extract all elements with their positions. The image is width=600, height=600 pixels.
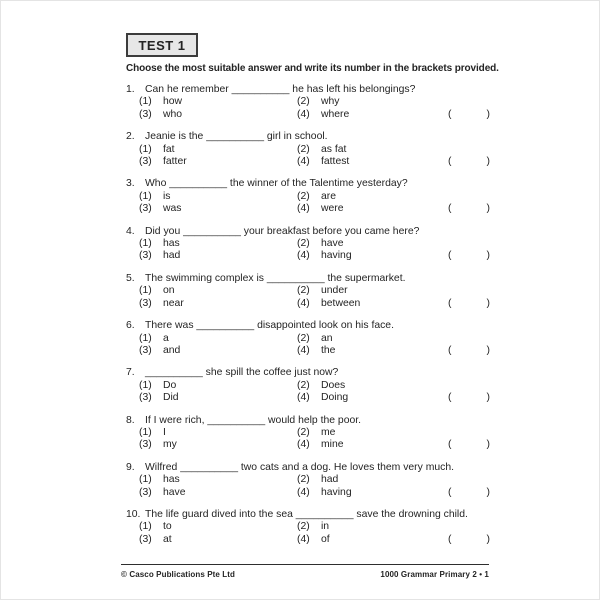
option-4 [297, 250, 448, 262]
option-label: Does [321, 379, 346, 391]
option-number: (1) [139, 426, 152, 438]
option-label: has [163, 238, 180, 250]
option-3 [139, 156, 297, 168]
question-text: The swimming complex is __________ the supermarket. [145, 272, 406, 284]
question-6 [126, 320, 490, 357]
option-1 [139, 238, 297, 250]
options-row [139, 474, 490, 486]
option-3 [139, 392, 297, 404]
option-number: (3) [139, 344, 152, 356]
option-2 [297, 521, 490, 533]
answer-brackets [448, 250, 490, 262]
copyright-text: © Casco Publications Pte Ltd [121, 570, 236, 579]
bracket-close: ) [486, 108, 490, 120]
question-text: Jeanie is the __________ girl in school. [145, 131, 328, 143]
options-row [139, 191, 490, 203]
option-4 [297, 156, 448, 168]
question-line [126, 131, 490, 143]
question-line [126, 320, 490, 332]
option-label: in [321, 521, 330, 533]
option-label: having [321, 250, 352, 262]
option-number: (1) [139, 521, 152, 533]
option-label: having [321, 486, 352, 498]
option-label: I [163, 426, 166, 438]
option-label: have [321, 238, 344, 250]
option-4 [297, 534, 448, 546]
question-7 [126, 367, 490, 404]
option-number: (4) [297, 439, 310, 451]
option-1 [139, 380, 297, 392]
option-number: (2) [297, 521, 310, 533]
question-number: 9. [126, 461, 135, 473]
option-number: (4) [297, 344, 310, 356]
option-number: (3) [139, 486, 152, 498]
answer-brackets [448, 487, 490, 499]
option-number: (4) [297, 297, 310, 309]
option-2 [297, 474, 490, 486]
option-1 [139, 521, 297, 533]
option-number: (3) [139, 203, 152, 215]
bracket-open: ( [448, 156, 452, 168]
bracket-close: ) [486, 203, 490, 215]
bracket-open: ( [448, 297, 452, 309]
option-2 [297, 238, 490, 250]
question-number: 8. [126, 414, 135, 426]
option-number: (2) [297, 96, 310, 108]
option-2 [297, 380, 490, 392]
option-number: (3) [139, 156, 152, 168]
question-text: __________ she spill the coffee just now? [145, 367, 339, 379]
option-number: (3) [139, 108, 152, 120]
bracket-open: ( [448, 392, 452, 404]
question-text: Wilfred __________ two cats and a dog. He loves them very much. [145, 461, 454, 473]
option-number: (2) [297, 190, 310, 202]
options-row [139, 238, 490, 250]
option-2 [297, 144, 490, 156]
question-number: 7. [126, 367, 135, 379]
option-label: on [163, 285, 175, 297]
option-label: who [163, 108, 183, 120]
option-label: Doing [321, 392, 349, 404]
options-row [139, 521, 490, 533]
option-number: (4) [297, 203, 310, 215]
option-label: had [163, 250, 181, 262]
option-2 [297, 427, 490, 439]
bracket-close: ) [486, 344, 490, 356]
question-text: The life guard dived into the sea __________ save the drowning child. [145, 508, 468, 520]
options-row [139, 439, 490, 451]
question-text: Did you __________ your breakfast before you came here? [145, 225, 420, 237]
option-4 [297, 298, 448, 310]
question-number: 1. [126, 84, 135, 95]
option-label: near [163, 297, 184, 309]
question-line [126, 84, 490, 96]
bracket-close: ) [486, 156, 490, 168]
options-row [139, 427, 490, 439]
option-label: an [321, 332, 333, 344]
option-number: (3) [139, 392, 152, 404]
options-row [139, 250, 490, 262]
question-text: There was __________ disappointed look on his face. [145, 320, 394, 332]
page-footer [121, 564, 489, 579]
option-label: is [163, 190, 171, 202]
option-2 [297, 191, 490, 203]
option-label: my [163, 439, 177, 451]
options-row [139, 298, 490, 310]
answer-brackets [448, 534, 490, 546]
option-label: a [163, 332, 169, 344]
option-1 [139, 285, 297, 297]
questions-list [126, 84, 490, 556]
option-number: (2) [297, 426, 310, 438]
option-number: (1) [139, 96, 152, 108]
option-label: have [163, 486, 186, 498]
question-4 [126, 226, 490, 263]
answer-brackets [448, 109, 490, 121]
option-label: where [321, 108, 350, 120]
question-line [126, 415, 490, 427]
answer-brackets [448, 439, 490, 451]
option-1 [139, 144, 297, 156]
option-2 [297, 96, 490, 108]
question-text: Who __________ the winner of the Talentime yesterday? [145, 178, 408, 190]
option-number: (3) [139, 533, 152, 545]
question-line [126, 273, 490, 285]
option-number: (1) [139, 474, 152, 486]
option-1 [139, 96, 297, 108]
options-row [139, 156, 490, 168]
question-1 [126, 84, 490, 121]
option-number: (2) [297, 474, 310, 486]
option-number: (3) [139, 250, 152, 262]
option-3 [139, 203, 297, 215]
option-label: and [163, 344, 181, 356]
option-4 [297, 345, 448, 357]
question-line [126, 367, 490, 379]
option-number: (4) [297, 250, 310, 262]
option-2 [297, 333, 490, 345]
options-row [139, 345, 490, 357]
option-label: between [321, 297, 361, 309]
option-1 [139, 191, 297, 203]
options-row [139, 144, 490, 156]
options-row [139, 96, 490, 108]
options-row [139, 534, 490, 546]
option-label: fattest [321, 156, 350, 168]
option-label: was [163, 203, 182, 215]
question-3 [126, 178, 490, 215]
option-number: (1) [139, 143, 152, 155]
bracket-close: ) [486, 392, 490, 404]
question-text: If I were rich, __________ would help the poor. [145, 414, 362, 426]
question-number: 6. [126, 320, 135, 332]
question-number: 4. [126, 225, 135, 237]
option-number: (4) [297, 392, 310, 404]
bracket-close: ) [486, 439, 490, 451]
option-label: the [321, 344, 336, 356]
options-row [139, 285, 490, 297]
options-row [139, 380, 490, 392]
question-line [126, 226, 490, 238]
test-title: TEST 1 [138, 37, 186, 53]
option-number: (3) [139, 297, 152, 309]
option-label: how [163, 96, 183, 108]
option-number: (1) [139, 379, 152, 391]
option-number: (1) [139, 285, 152, 297]
bracket-open: ( [448, 533, 452, 545]
option-3 [139, 298, 297, 310]
option-label: me [321, 426, 336, 438]
instruction-text: Choose the most suitable answer and write its number in the brackets provided. [126, 63, 499, 74]
option-label: has [163, 474, 180, 486]
bracket-open: ( [448, 439, 452, 451]
option-3 [139, 250, 297, 262]
option-number: (1) [139, 332, 152, 344]
option-number: (4) [297, 486, 310, 498]
bracket-close: ) [486, 297, 490, 309]
option-3 [139, 534, 297, 546]
option-4 [297, 439, 448, 451]
question-8 [126, 415, 490, 452]
option-number: (2) [297, 238, 310, 250]
option-label: why [321, 96, 340, 108]
option-4 [297, 392, 448, 404]
question-line [126, 509, 490, 521]
option-4 [297, 487, 448, 499]
option-3 [139, 439, 297, 451]
options-row [139, 203, 490, 215]
option-number: (1) [139, 190, 152, 202]
option-number: (2) [297, 379, 310, 391]
option-4 [297, 109, 448, 121]
option-label: are [321, 190, 337, 202]
option-3 [139, 345, 297, 357]
question-5 [126, 273, 490, 310]
bracket-close: ) [486, 250, 490, 262]
option-1 [139, 474, 297, 486]
option-label: as fat [321, 143, 347, 155]
answer-brackets [448, 298, 490, 310]
question-line [126, 178, 490, 190]
question-text: Can he remember __________ he has left his belongings? [145, 84, 416, 95]
answer-brackets [448, 156, 490, 168]
option-2 [297, 285, 490, 297]
option-number: (2) [297, 143, 310, 155]
question-line [126, 462, 490, 474]
question-number: 5. [126, 272, 135, 284]
option-number: (2) [297, 332, 310, 344]
bracket-open: ( [448, 203, 452, 215]
question-10 [126, 509, 490, 546]
question-2 [126, 131, 490, 168]
option-label: were [321, 203, 344, 215]
option-number: (4) [297, 156, 310, 168]
bracket-open: ( [448, 344, 452, 356]
answer-brackets [448, 345, 490, 357]
option-label: of [321, 533, 330, 545]
option-number: (3) [139, 439, 152, 451]
bracket-open: ( [448, 108, 452, 120]
test-title-box [126, 33, 198, 57]
option-number: (2) [297, 285, 310, 297]
option-number: (1) [139, 238, 152, 250]
question-number: 3. [126, 178, 135, 190]
option-label: Did [163, 392, 179, 404]
options-row [139, 109, 490, 121]
options-row [139, 392, 490, 404]
question-9 [126, 462, 490, 499]
option-3 [139, 109, 297, 121]
question-number: 10. [126, 508, 141, 520]
option-4 [297, 203, 448, 215]
option-label: under [321, 285, 348, 297]
option-label: Do [163, 379, 177, 391]
book-page-number: 1000 Grammar Primary 2 • 1 [380, 570, 489, 579]
bracket-open: ( [448, 250, 452, 262]
question-number: 2. [126, 131, 135, 143]
options-row [139, 333, 490, 345]
answer-brackets [448, 203, 490, 215]
option-3 [139, 487, 297, 499]
option-label: mine [321, 439, 344, 451]
answer-brackets [448, 392, 490, 404]
option-label: to [163, 521, 172, 533]
bracket-close: ) [486, 533, 490, 545]
option-label: fatter [163, 156, 187, 168]
options-row [139, 487, 490, 499]
option-number: (4) [297, 533, 310, 545]
bracket-close: ) [486, 486, 490, 498]
option-label: fat [163, 143, 175, 155]
bracket-open: ( [448, 486, 452, 498]
option-1 [139, 427, 297, 439]
option-label: had [321, 474, 339, 486]
option-label: at [163, 533, 172, 545]
option-1 [139, 333, 297, 345]
option-number: (4) [297, 108, 310, 120]
